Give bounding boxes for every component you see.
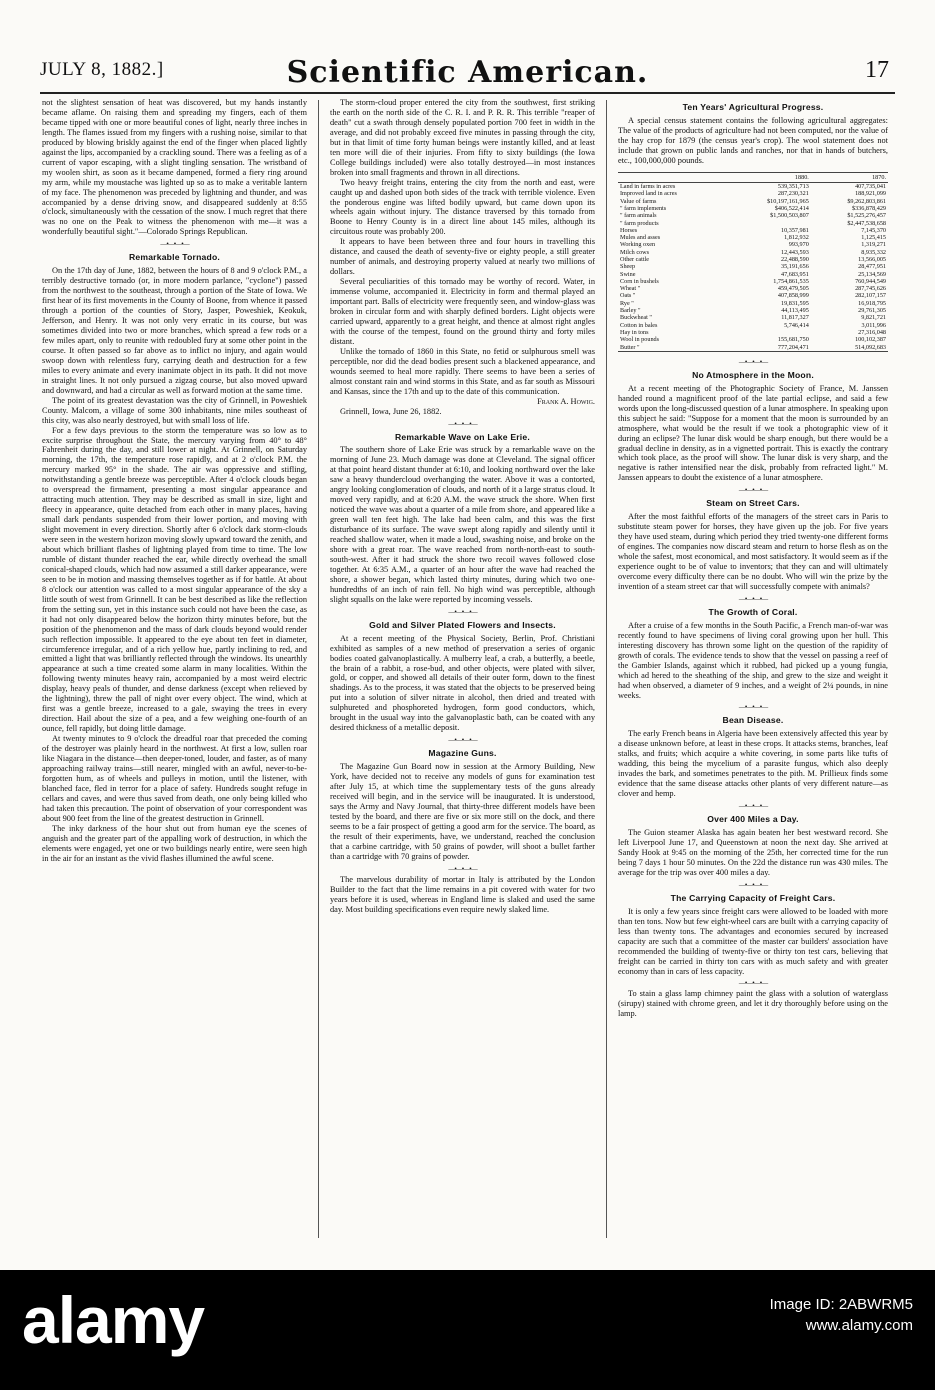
table-value-cell: $2,447,538,658 xyxy=(847,219,886,227)
table-value-cell: 12,443,593 xyxy=(780,248,809,256)
article-heading: Over 400 Miles a Day. xyxy=(707,814,799,825)
table-value-cell: 8,935,332 xyxy=(861,248,886,256)
table-row xyxy=(618,307,888,314)
table-header-cell: 1870. xyxy=(811,172,888,182)
author-signature: Frank A. Howig. xyxy=(537,396,595,406)
paragraph: A special census statement contains the following agricultural aggregates: The value of the products of agriculture had not been computed, nor the value of the hay crop for 1879 (the census year's crop). The wool statement does not include that grown on public lands and ranches, nor that in hands of butchers, etc., 100,000,000 pounds. xyxy=(618,115,888,165)
article-heading: The Carrying Capacity of Freight Cars. xyxy=(670,892,836,903)
table-value-cell: 16,918,795 xyxy=(858,299,886,307)
table-label-cell: Rye " xyxy=(620,299,634,307)
article-heading: Bean Disease. xyxy=(722,715,784,726)
paragraph: For a few days previous to the storm the temperature was so low as to excite surprise throughout the State, the mercury varying from 40° to 48° Fahrenheit during the day, and still lower at night. At Grinnell, on Saturday morning, the 17th, the temperature rose rapidly, and at 2 o'clock P.M. the mercury marked 95° in the shade. The air was oppressive and stifling, notwithstanding a gentle breeze was perceptible. After 4 o'clock clouds began to overspread the firmament, presenting a most singular appearance and attracting much attention. They may be described as small in size, light and fleecy in appearance, quite detached from each other in many places, having small dark pendants suspended from their lower portion, and moving with slight movement in every direction. Shortly after 6 o'clock dark storm-clouds were seen in the western horizon moving slowly upward toward the zenith, and about which brilliant flashes of lightning played from time to time. The low rumble of distant thunder reached the ear, while directly overhead the small conical-shaped clouds, which had now assumed a still darker appearance, were seen to be in motion and massing themselves together as if for battle. At about 8 o'clock our attention was called to a most singular appearance of the sky a little south of west from Grinnell. It can be best described as like the reflection from the setting sun, yet in this instance such could not have been the case, as it had not only disappeared below the horizon thirty minutes before, but the position of the phenomenon and the mass of dark clouds beyond would render such reflection impossible. It appeared to the eye about ten feet in diameter, circumference irregular, and of a rich yellow hue, partly inclining to red, and emitted a light that was brilliantly reflected through the windows. Its unearthly appearance at such a time created some alarm in many localities. Within the following twenty minutes heavy rain, accompanied by a most weird electric display, heavy peals of thunder, and dense darkness (except when relieved by the lightning), threw the pall of night over every object. The wind, which at first was a gentle breeze, increased to a gale, swaying the trees in every direction. Hail about the size of a pea, and a few weighing one-fourth of an ounce, fell rapidly, but doing little damage. xyxy=(42,425,307,734)
table-label-cell: Mules and asses xyxy=(620,234,661,242)
table-value-cell: $336,878,429 xyxy=(851,204,886,212)
paragraph: The southern shore of Lake Erie was struck by a remarkable wave on the morning of June 23. Much damage was done at Cleveland. The signal officer at that point heard distant thunder at 6:10, and looking northward over the lake saw a heavy thundercloud overhanging the water. Above it was a contorted, angry looking conglomeration of clouds, and north of it a large stratus cloud. It moved very rapidly, and at 6:20 A.M. the wave struck the shore. When first noticed the wave was about a quarter of a mile from shore, and appeared like a green wall ten feet high. The lake had been calm, and this was the first disturbance of its surface. The wave swept along rapidly and silently until it reached shallow water, when it made a loud, swashing noise, and broke on the shore with a great roar. The wave reached from north-north-east to south-south-west. After it had struck the shore two recoil waves followed close together. At 6:35 A.M., a quarter of an hour after the wave had reached the shore, a shower began, which lasted thirty minutes, during which two one-hundredths of an inch of rain fell. No high wind was perceptible, although slight squalls on the lake were reported by incoming vessels. xyxy=(330,445,595,604)
table-label-cell: Wool in pounds xyxy=(620,336,660,344)
table-value-cell: 459,479,505 xyxy=(777,285,809,293)
table-value-cell: $406,522,414 xyxy=(774,204,809,212)
table-row xyxy=(618,234,888,241)
watermark-footer xyxy=(0,1270,935,1390)
separator-ornament: —•—•—•— xyxy=(448,736,477,745)
table-value-cell: 5,746,414 xyxy=(784,321,809,329)
alamy-logo: alamy xyxy=(22,1283,205,1357)
table-value-cell: 19,831,595 xyxy=(780,299,809,307)
image-id-block xyxy=(770,1294,913,1336)
table-row xyxy=(618,285,888,292)
page-header xyxy=(40,55,895,95)
separator-ornament: —•—•—•— xyxy=(738,979,768,988)
table-row xyxy=(618,322,888,329)
separator-ornament: —•—•—•— xyxy=(738,880,768,889)
table-value-cell: 777,204,471 xyxy=(777,343,809,351)
paragraph: The early French beans in Algeria have been extensively affected this year by a disease unknown before, at least in these crops. It attacks stems, branches, leaf stalks, and fruits; which acquire a white covering, in some parts like tufts of wadding, this being the mycelium of a parasite fungus, which also deeply invades the bark, and sometimes penetrates to the pith. M. Prillieux finds some evidence that the same disease attacks other plants of very different nature—as clover and hemp. xyxy=(618,729,888,799)
table-row xyxy=(618,198,888,205)
article-heading: Gold and Silver Plated Flowers and Insects. xyxy=(369,619,556,630)
column-divider xyxy=(318,100,319,1238)
separator-ornament: —•—•—•— xyxy=(448,864,477,873)
table-label-cell: Other cattle xyxy=(620,255,650,263)
table-value-cell: 287,745,626 xyxy=(855,285,886,293)
separator-ornament: —•—•—•— xyxy=(448,419,477,428)
separator-ornament: —•—•—•— xyxy=(738,802,768,811)
paragraph: After the most faithful efforts of the managers of the street cars in Paris to substitute steam power for horses, they have given up the job. For five years they have used steam, during which period they tried twenty-one different forms of engines. The companies now discard steam and return to horse flesh as on the whole the safest, most economical, and most satisfactory. It would seem as if the experience ought to be of value to inventors; that they can and will ultimately overcome every difficulty there can be no doubt. Who will win the prize by the invention of a steam street car that will successfully compete with animals? xyxy=(618,512,888,591)
article-heading: The Growth of Coral. xyxy=(708,606,798,617)
table-label-cell: Oats " xyxy=(620,292,636,300)
table-value-cell: $1,525,276,457 xyxy=(847,212,886,220)
paragraph: not the slightest sensation of heat was discovered, but my hands instantly became aflame. On raising them and spreading my fingers, each of them became tipped with one or more beautiful cones of light, nearly three inches in length. The flames issued from my fingers with a rushing noise, similar to that produced by blowing briskly against the end of the finger when placed lightly against the lips, accompanied by a crackling sound. There was a feeling as of a current of vapor escaping, with a slight tingling sensation. The wristband of my woolen shirt, as soon as it became dampened, formed a fiery ring around my arm, while my moustache was lighted up so as to make a veritable lantern of my face. The phenomenon was preceded by lightning and thunder, and was accompanied by a dense driving snow, and disappeared suddenly at 8:55 o'clock, simultaneously with the cessation of the snow. I much regret that there was no one on the Peak to witness the phenomenon with me—it was a wonderfully beautiful sight."—Colorado Springs Republican. xyxy=(42,98,307,237)
table-row xyxy=(618,278,888,285)
table-row xyxy=(618,336,888,343)
header-rule xyxy=(40,92,895,94)
table-value-cell: 25,134,569 xyxy=(858,270,886,278)
table-row xyxy=(618,300,888,307)
table-value-cell: $9,262,803,861 xyxy=(847,197,886,205)
table-value-cell: 29,761,305 xyxy=(858,307,886,315)
table-label-cell: Milch cows xyxy=(620,248,650,256)
paragraph: After a cruise of a few months in the South Pacific, a French man-of-war was recently found to have specimens of living coral growing upon her hull. This interesting discovery has thrown some light on the question of the rapidity of growth of corals. The evidence tends to show that the vessel on passing a reef of the Gambier Islands, against which it rubbed, had picked up a young fungia, which ad hered to the sheathing of the ship, and grew to the size and weight it had when observed, a diameter of 9 inches, and a weight of 2¼ pounds, in nine weeks. xyxy=(618,620,888,700)
table-row xyxy=(618,329,888,336)
paragraph: The storm-cloud proper entered the city from the southwest, first striking the earth on the north side of the C. R. I. and P. R. R. This terrible "reaper of death" cut a swath through densely populated portion 700 feet in width in the average, and did not probably exceed five minutes in passing through the city, but in that limit of time forty human beings were instantly killed, and at least ten more will die of their injuries. From fifty to sixty buildings (the Iowa College buildings included) were also totally destroyed—in most instances broken into small fragments and thrown in all directions. xyxy=(330,98,595,177)
table-header-row xyxy=(618,172,888,182)
table-value-cell: 1,319,271 xyxy=(861,241,886,249)
article-heading: Remarkable Tornado. xyxy=(128,252,221,263)
column-divider xyxy=(606,100,607,1238)
table-value-cell: 993,970 xyxy=(788,241,809,249)
website-text: www.alamy.com xyxy=(805,1317,913,1334)
article-heading: Ten Years' Agricultural Progress. xyxy=(682,102,824,112)
table-row xyxy=(618,212,888,219)
column-2 xyxy=(330,98,595,1240)
table-header-cell: 1880. xyxy=(728,172,811,182)
table-value-cell: 13,566,005 xyxy=(858,255,886,263)
table-row xyxy=(618,241,888,248)
table-value-cell: 514,092,683 xyxy=(855,343,886,351)
table-row xyxy=(618,271,888,278)
paragraph: Unlike the tornado of 1860 in this State, no fetid or sulphurous smell was perceptible, nor did the dead bodies present such a blackened appearance, and wounds seemed to heal more rapidly. There seems to have been a series of almost constant rain and wind storms in this State, and as far south as Missouri and Kansas, since the 17th and up to the date of this communication. xyxy=(330,346,595,396)
table-value-cell: 760,944,549 xyxy=(855,277,886,285)
table-value-cell: 28,477,951 xyxy=(858,263,886,271)
table-value-cell: 35,191,656 xyxy=(780,263,809,271)
table-label-cell: " farm animals xyxy=(620,212,657,220)
table-row xyxy=(618,220,888,227)
paragraph: The Guion steamer Alaska has again beaten her best westward record. She left Liverpool June 17, and Queenstown at noon the next day. She arrived at Sandy Hook at 9:45 on the morning of the 25th, her corrected time for the run being 7 days 1 hour 50 minutes. On the 22d the distance run was 430 miles. The average for the trip was over 400 miles a day. xyxy=(618,828,888,877)
paragraph: At a recent meeting of the Photographic Society of France, M. Janssen handed round a magnificent proof of the late partial eclipse, and said a few words upon the long-discussed question of a lunar atmosphere. In speaking upon this subject he said: "Suppose for a moment that the moon is surrounded by an atmosphere, what would be the result if we took a photographic view of it during an eclipse? The lunar disk would be sharp enough, but there would be a gradual decline in density, as in a vignetted portrait. This is exactly the contrary which took place, as the proof will show. The lunar disk is very sharp, and the negative is rather intensified near the disk, probably from refracted light." M. Janssen appears to doubt the existence of a lunar atmosphere. xyxy=(618,383,888,483)
separator-ornament: —•—•—•— xyxy=(160,240,189,249)
dateline: Grinnell, Iowa, June 26, 1882. xyxy=(340,406,442,416)
paragraph: It is only a few years since freight cars were allowed to be loaded with more than ten tons. Now but few eight-wheel cars are built with a carrying capacity of less than twenty tons. The advantages and economies secured by increased capacity are such that a committee of the master car builders' association have recommended the building of twenty-five or thirty ton test cars, believing that freight can be carried in thirty ton cars with as much safety and with greater economy than in cars of less capacity. xyxy=(618,906,888,976)
table-label-cell: Land in farms in acres xyxy=(620,183,676,191)
table-value-cell: 7,145,370 xyxy=(861,226,886,234)
table-header-cell xyxy=(618,172,728,182)
table-label-cell: Hay in tons xyxy=(620,328,649,336)
table-value-cell: 287,230,321 xyxy=(777,190,809,198)
table-value-cell: 188,921,099 xyxy=(855,190,886,198)
table-label-cell: " farm implements xyxy=(620,204,667,212)
paragraph: The Magazine Gun Board now in session at the Armory Building, New York, have decided not to receive any models of guns for examination test after July 15, at which time the supplementary tests of the guns already received will begin, and in the service will be inaugurated. It is understood, says the Army and Navy Journal, that thirty-three different models have been tested by the board, and there are five or six more still on the dock, and there seems to be a fair prospect of getting a good arm for the service. The board, as the result of their experiments, have, we understand, reached the conclusion that a carbine cartridge, with 50 grains of powder, will shoot a bullet farther than a cartridge with 70 grains of powder. xyxy=(330,762,595,861)
table-value-cell: $10,197,161,965 xyxy=(767,197,809,205)
table-value-cell: 3,011,996 xyxy=(861,321,886,329)
column-1 xyxy=(42,98,307,1240)
table-value-cell: 10,357,981 xyxy=(780,226,809,234)
table-row xyxy=(618,190,888,197)
table-value-cell: 407,858,999 xyxy=(777,292,809,300)
table-row xyxy=(618,344,888,352)
table-row xyxy=(618,249,888,256)
table-label-cell: Horses xyxy=(620,226,638,234)
paragraph: It appears to have been between three and four hours in travelling this distance, and caused the death of seventy-five or eighty people, a still greater number of animals, and destroying property valued at nearly two millions of dollars. xyxy=(330,237,595,277)
paragraph: The inky darkness of the hour shut out from human eye the scenes of anguish and the greater part of the appalling work of destruction, in which the elements were engaged, yet one or two buildings nearly entire, were seen high in the air for an instant as the vivid flashes illumined the awful scene. xyxy=(42,823,307,863)
article-heading: No Atmosphere in the Moon. xyxy=(692,369,814,380)
table-label-cell: Cotton in bales xyxy=(620,321,658,329)
masthead-title: Scientific American. xyxy=(286,55,649,90)
paragraph: On the 17th day of June, 1882, between the hours of 8 and 9 o'clock P.M., a terribly destructive tornado (or, in more modern parlance, "cyclone") passed from the northwest to the southeast, through a portion of the State of Iowa. We first hear of its first movements in the County of Boone, from whence it passed through a portion of the counties of Story, Jasper, Poweshiek, Keokuk, Jefferson, and Henry. It was not only very erratic in its course, but was sometimes divided into two or more branches, which spread a few rods or a few miles apart, only to reunite with redoubled fury at some other point in the course. It often passed so far above as to inflict no injury, and again would swoop down with relentless fury, carrying death and destruction for a few miles to every animate and every inanimate object in its path. It did not move in straight lines. It not only pursued a zigzag course, but also moved upward and downward, and had a circular as well as forward motion at the same time. xyxy=(42,266,307,395)
table-label-cell: Buckwheat " xyxy=(620,314,652,322)
table-body xyxy=(618,183,888,352)
separator-ornament: —•—•—•— xyxy=(448,607,477,616)
table-value-cell: 1,754,861,535 xyxy=(773,277,809,285)
table-label-cell: Corn in bushels xyxy=(620,277,659,285)
table-value-cell: 282,107,157 xyxy=(855,292,886,300)
table-row xyxy=(618,263,888,270)
separator-ornament: —•—•—•— xyxy=(738,486,768,495)
paragraph: The marvelous durability of mortar in Italy is attributed by the London Builder to the fact that the lime remains in a pit covered with water for two years before it is used, whereas in England lime is slaked and used the same day. Most building specifications even require newly slaked lime. xyxy=(330,874,595,914)
table-row xyxy=(618,256,888,263)
table-label-cell: Barley " xyxy=(620,307,641,315)
table-value-cell: 44,113,495 xyxy=(781,307,809,315)
table-row xyxy=(618,183,888,191)
page-number: 17 xyxy=(865,57,889,83)
table-value-cell: 1,125,415 xyxy=(861,234,886,242)
table-value-cell: 407,735,041 xyxy=(855,183,886,191)
table-row xyxy=(618,314,888,321)
column-3 xyxy=(618,98,888,1240)
separator-ornament: —•—•—•— xyxy=(738,357,768,366)
paragraph: To stain a glass lamp chimney paint the glass with a solution of waterglass (sirupy) stained with chrome green, and let it dry thoroughly before using on the lamp. xyxy=(618,989,888,1019)
table-label-cell: Butter " xyxy=(620,343,640,351)
table-value-cell: 539,351,713 xyxy=(777,183,809,191)
table-value-cell: 22,488,590 xyxy=(780,255,809,263)
table-label-cell: Improved land in acres xyxy=(620,190,677,198)
table-label-cell: " farm products xyxy=(620,219,659,227)
table-value-cell: 155,681,750 xyxy=(777,336,809,344)
article-heading: Magazine Guns. xyxy=(428,748,497,759)
table-label-cell: Working oxen xyxy=(620,241,656,249)
table-value-cell xyxy=(728,220,811,227)
table-label-cell: Wheat " xyxy=(620,285,641,293)
table-label-cell: Swine xyxy=(620,270,636,278)
paragraph: At twenty minutes to 9 o'clock the dreadful roar that preceded the coming of the destroyer was plainly heard in the northwest. At first a low, sullen roar like Niagara in the distance—then deeper-toned, louder, and faster, as of many approaching railway trains—still nearer, mingled with an awful, never-to-be-forgotten hum, as of wheels and pulleys in motion, until the listener, with blanched face, fled in terror for a place of safety. Hundreds sought refuge in cellars and caves, and were thus saved from death, one only being killed who had taken this precaution. The point of observation of your correspondent was about 900 feet from the line of the greatest destruction in Grinnell. xyxy=(42,734,307,823)
table-value-cell: 11,817,327 xyxy=(781,314,809,322)
table-label-cell: Value of farms xyxy=(620,197,657,205)
paragraph: Several peculiarities of this tornado may be worthy of record. Water, in immense volume, accompanied it. Electricity in form and thermal played an important part. Balls of electricity were frequently seen, and window-glass was broken in circular form and with sharply defined borders. Light objects were carried upward, apparently to a great height, and thence at almost right angles with the course of the tempest, found on the ground thirty and forty miles distant. xyxy=(330,277,595,346)
table-label-cell: Sheep xyxy=(620,263,636,271)
paragraph: At a recent meeting of the Physical Society, Berlin, Prof. Christiani exhibited as samples of a new method of preservation a series of organic bodies coated galvanoplastically. A mulberry leaf, a crab, a butterfly, a beetle, the brain of a rabbit, a rose-bud, and other objects, were plated with silver, gold, or copper, and showed all details of their outer form, down to the finest shadings. As to the process, it was stated that the objects to be preserved being put into a solution of silver nitrate in alcohol, then dried and treated with sulphureted and phosphoreted hydrogen, form good conductors, which, brought in the usual way into the galvanoplastic bath, can be coated with any desired thickness of a metallic deposit. xyxy=(330,633,595,733)
separator-ornament: —•—•—•— xyxy=(738,703,768,712)
issue-date: JULY 8, 1882.] xyxy=(40,59,164,80)
paragraph: The point of its greatest devastation was the city of Grinnell, in Poweshiek County. Malcom, a village of some 300 inhabitants, nine miles southeast of this city, was also nearly destroyed, but with small loss of life. xyxy=(42,395,307,425)
agriculture-table xyxy=(618,172,888,352)
table-row xyxy=(618,227,888,234)
table-value-cell: $1,500,503,807 xyxy=(770,212,809,220)
table-value-cell: 100,102,387 xyxy=(855,336,886,344)
table-row xyxy=(618,292,888,299)
table-value-cell: 27,316,048 xyxy=(858,328,886,336)
article-heading: Remarkable Wave on Lake Erie. xyxy=(395,431,530,442)
table-row xyxy=(618,205,888,212)
table-value-cell xyxy=(728,329,811,336)
table-value-cell: 9,821,721 xyxy=(861,314,886,322)
paragraph: Two heavy freight trains, entering the city from the north and east, were caught up and dashed upon both sides of the track with terrible violence. Even the ponderous engine was lifted bodily upward, but came down upon its wheels again without injury. The distance traversed by this tornado from Boone to Henry County is in a direct line about 145 miles, although its circuitous route was probably 200. xyxy=(330,177,595,237)
table-value-cell: 1,812,932 xyxy=(784,234,809,242)
article-heading: Steam on Street Cars. xyxy=(706,498,800,509)
table-value-cell: 47,683,951 xyxy=(780,270,809,278)
separator-ornament: —•—•—•— xyxy=(738,594,768,603)
image-id-text: Image ID: 2ABWRM5 xyxy=(769,1296,913,1313)
